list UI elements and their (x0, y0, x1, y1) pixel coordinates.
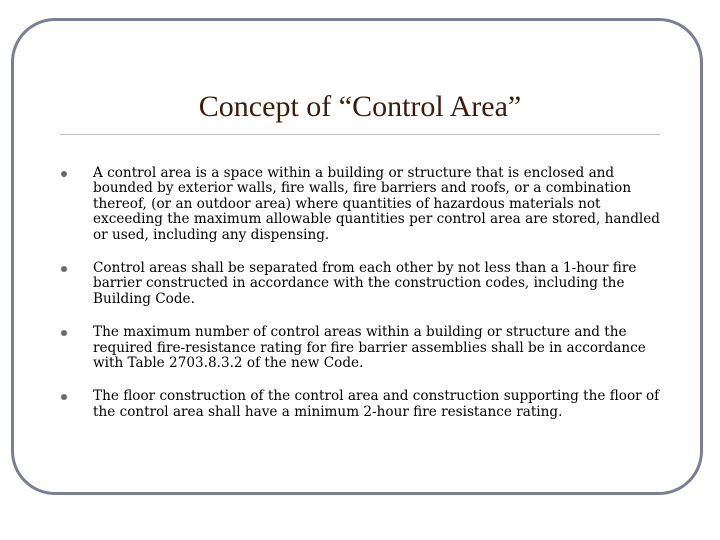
bullet-text: A control area is a space within a building or structure that is enclosed and bounded by exterior walls, fire walls, fire barriers and roofs, or a combination thereof, (or an outdoor area) where quantities of hazardous materials not exceeding the maximum allowable quantities per control area are stored, handled or used, including any dispensing. (93, 165, 661, 243)
bullet-text: The floor construction of the control area and construction supporting the floor of the control area shall have a minimum 2-hour fire resistance rating. (93, 388, 660, 420)
bullet-list (60, 166, 660, 438)
bullet-dot-icon (61, 330, 67, 336)
bullet-dot-icon (61, 266, 67, 272)
slide-title: Concept of “Control Area” (198, 90, 522, 123)
bullet-item (60, 389, 660, 420)
bullet-item (60, 325, 660, 371)
bullet-item (60, 261, 660, 307)
title-divider (60, 134, 660, 135)
bullet-dot-icon (61, 394, 67, 400)
bullet-text: The maximum number of control areas within a building or structure and the required fire-resistance rating for fire barrier assemblies shall be in accordance with Table 2703.8.3.2 of the new Code. (93, 324, 646, 372)
bullet-dot-icon (61, 171, 67, 177)
bullet-item (60, 166, 660, 243)
bullet-text: Control areas shall be separated from each other by not less than a 1-hour fire barrier constructed in accordance with the construction codes, including the Building Code. (93, 260, 637, 307)
